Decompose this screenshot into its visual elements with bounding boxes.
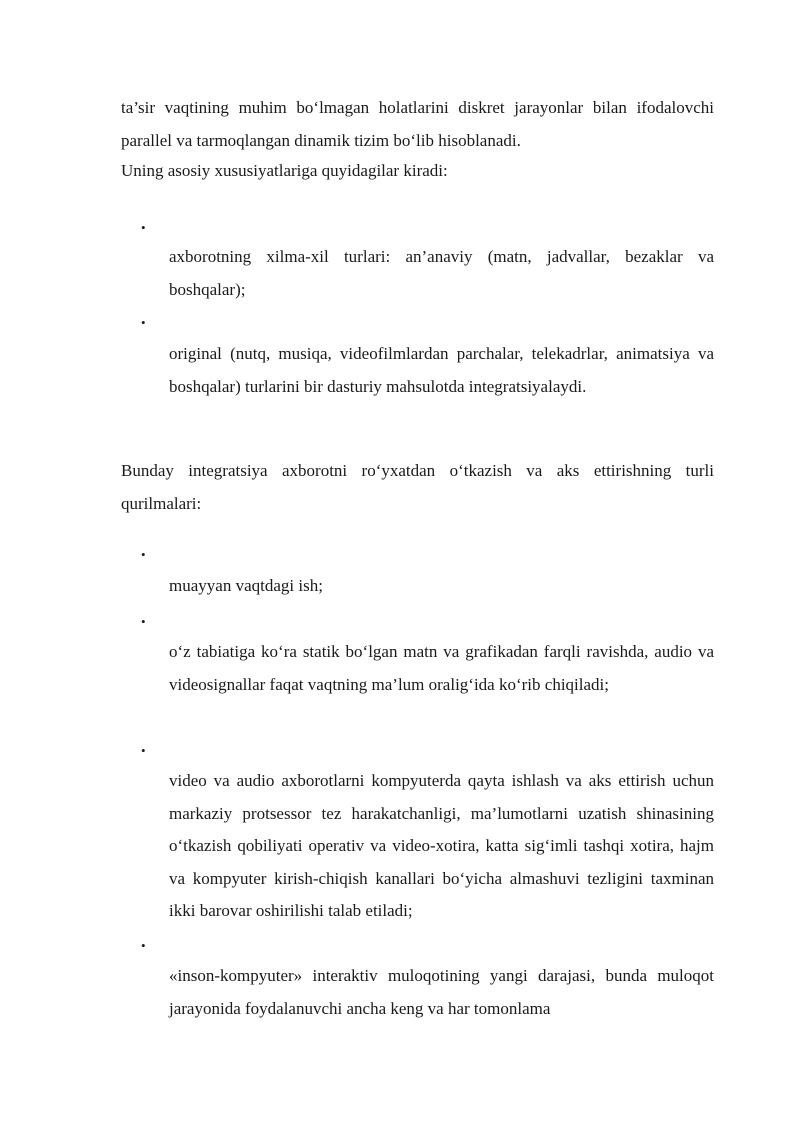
lead-text: Uning asosiy xususiyatlariga quyidagilar kiradi: bbox=[121, 161, 448, 180]
bullet-marker: • bbox=[141, 614, 146, 629]
list-item-device-3: video va audio axborotlarni kompyuterda qayta ishlash va aks ettirish uchun markaziy protsessor tez harakatchanligi, ma’lumotlarni uzatish shinasining o‘tkazish qobiliyati operativ va video-xotira, katta sig‘imli tashqi xotira, hajm va kompyuter kirish-chiqish kanallari bo‘yicha almashuvi tezligini taxminan ikki barovar oshirilishi talab etiladi; bbox=[169, 771, 714, 920]
list-item-device-2: o‘z tabiatiga ko‘ra statik bo‘lgan matn va grafikadan farqli ravishda, audio va videosignallar faqat vaqtning ma’lum oralig‘ida ko‘rib chiqiladi; bbox=[169, 642, 714, 694]
bunday-paragraph bbox=[121, 455, 714, 520]
bullet-marker: • bbox=[141, 743, 146, 758]
list-item-device-4: «inson-kompyuter» interaktiv muloqotining yangi darajasi, bunda muloqot jarayonida foydalanuvchi ancha keng va har tomonlama bbox=[169, 966, 714, 1018]
bullet-marker: • bbox=[141, 547, 146, 562]
intro-paragraph bbox=[121, 92, 714, 157]
list-item-feature-1: axborotning xilma-xil turlari: an’anaviy (matn, jadvallar, bezaklar va boshqalar); bbox=[169, 247, 714, 299]
list-item-device-1: muayyan vaqtdagi ish; bbox=[169, 576, 323, 595]
intro-text: ta’sir vaqtining muhim bo‘lmagan holatlarini diskret jarayonlar bilan ifodalovchi parallel va tarmoqlangan dinamik tizim bo‘lib hisoblanadi. bbox=[121, 98, 714, 150]
bullet-marker: • bbox=[141, 315, 146, 330]
bullet-marker: • bbox=[141, 938, 146, 953]
bunday-text: Bunday integratsiya axborotni ro‘yxatdan o‘tkazish va aks ettirishning turli qurilmalari: bbox=[121, 461, 714, 513]
list-item-feature-2: original (nutq, musiqa, videofilmlardan parchalar, telekadrlar, animatsiya va boshqalar) turlarini bir dasturiy mahsulotda integratsiyalaydi. bbox=[169, 344, 714, 396]
lead-paragraph bbox=[121, 155, 714, 188]
bullet-marker: • bbox=[141, 220, 146, 235]
